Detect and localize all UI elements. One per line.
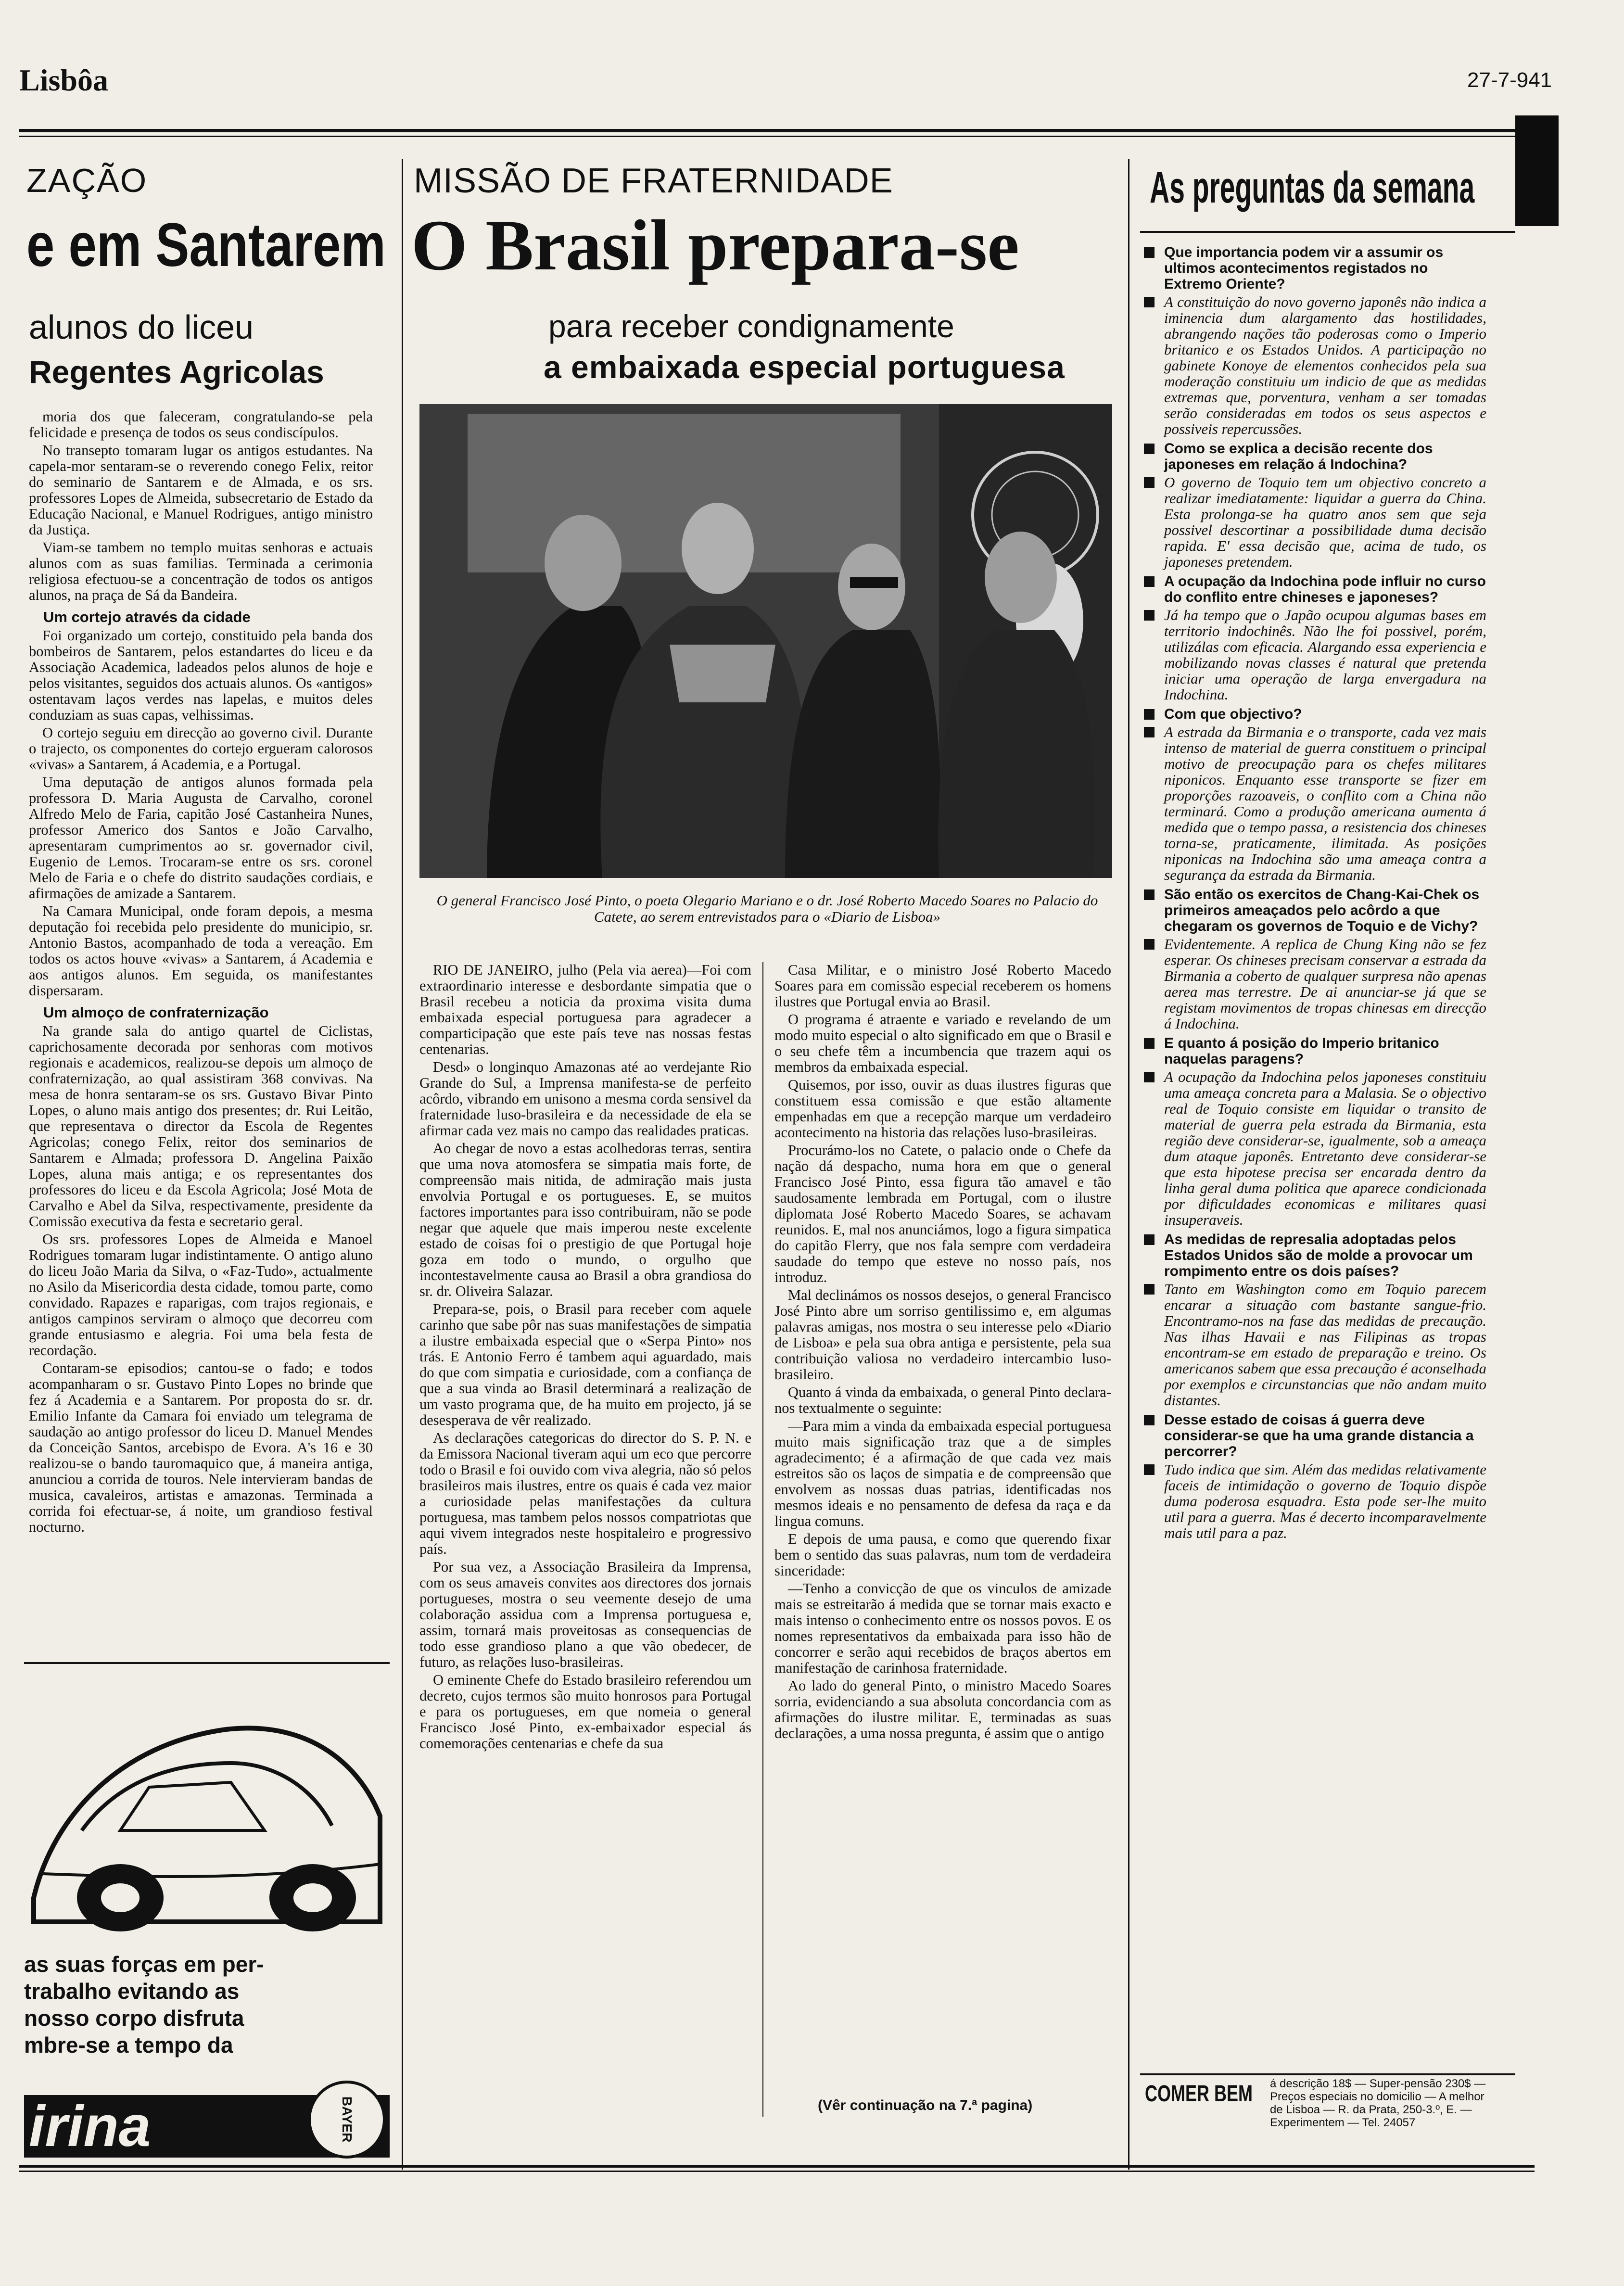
question: As medidas de represalia adoptadas pelos Estados Unidos são de molde a provocar um rompimento entre os dois países? [1140,1232,1486,1279]
bayer-logo-text: BAYER [340,2096,355,2143]
answer: A estrada da Birmania e o transporte, cada vez mais intenso de material de guerra constituem o principal motivo de preocupação para os chefes militares niponicos. Enquanto esse transporte se fizer em proporções razoaveis, o conflito com a China não terminará. Como a produção americana aumenta á medida que o tempo passa, a resistencia dos chineses torna-se, praticamente, ilimitada. As posições niponicas na Indochina são uma ameaça contra a segurança da estrada da Birmania. [1140,724,1486,883]
question: Desse estado de coisas á guerra deve considerar-se que ha uma grande distancia a percorrer? [1140,1412,1486,1460]
left-paragraph: Foi organizado um cortejo, constituido pela banda dos bombeiros de Santarem, pelos estandartes do liceu e da Associação Academica, ladeados pelos alunos de hoje e pelos visitantes, seguidos dos actuais alunos. Os «antigos» ostentavam laços verdes nas lapelas, e muitos deles conduziam as suas capas, velhissimas. [29,627,373,723]
left-paragraph: No transepto tomaram lugar os antigos estudantes. Na capela-mor sentaram-se o reverendo conego Felix, reitor do seminario de Santarem e de Almada, e os srs. professores Lopes de Almeida, subsecretario de Estado da Educação Nacional, e Manuel Rodrigues, antigo ministro da Justiça. [29,442,373,538]
article-paragraph: Por sua vez, a Associação Brasileira da Imprensa, com os seus amaveis convites aos directores dos jornais portugueses, mostra o seu veemente desejo de uma colaboração assidua com a Imprensa portuguesa e, assim, tornará mais proveitosas as consequencias de todo esse grandioso plano a que vão obedecer, de futuro, as relações luso-brasileiras. [419,1559,751,1670]
top-rule [19,129,1535,132]
photo-illustration [419,404,1112,878]
ad-line: trabalho evitando as [24,1979,240,2004]
center-kicker: MISSÃO DE FRATERNIDADE [414,162,893,200]
ad-line: nosso corpo disfruta [24,2006,244,2031]
left-paragraph: Na grande sala do antigo quartel de Ciclistas, caprichosamente decorada por senhoras com motivos regionais e academicos, realizou-se depois um almoço de confraternização, ao qual assistiram 368 convivas. Na mesa de honra sentaram-se os srs. Gustavo Bivar Pinto Lopes, o aluno mais antigo dos presentes; dr. Rui Leitão, que representava o director da Escola de Regentes Agricolas; conego Felix, reitor dos seminarios de Santarem e Almada; professora D. Angelina Paixão Lopes, aluna mais antiga; e os representantes dos professores do liceu e da Escola Agricola; José Mota de Carvalho e Abel da Silva, respectivamente, presidente da Comissão executiva da festa e secretario geral. [29,1023,373,1230]
article-paragraph: Casa Militar, e o ministro José Roberto Macedo Soares para em comissão especial receberem os homens ilustres que Portugal envia ao Brasil. [774,962,1111,1010]
page-edge-mark [1515,115,1559,226]
left-paragraph: Contaram-se episodios; cantou-se o fado; e todos acompanharam o sr. Gustavo Pinto Lopes no brinde que fez á Academia e a Santarem. Por proposta do sr. dr. Emilio Infante da Camara foi enviado um telegrama de saudação ao antigo professor do liceu D. Manuel Mendes da Conceição Santos, arcebispo de Evora. A's 16 e 30 realizou-se o bando tauromaquico que, á maneira antiga, anunciou a corrida de touros. Nele intervieram bandas de musica, cavaleiros, artistas e amazonas. Terminada a corrida foi efectuar-se, á noite, um grandioso festival nocturno. [29,1360,373,1535]
left-paragraph: Viam-se tambem no templo muitas senhoras e actuais alunos com as suas familias. Terminada a cerimonia religiosa efectuou-se a concentração de todos os antigos alunos, na praça de Sá da Bandeira. [29,539,373,603]
left-paragraph: moria dos que faleceram, congratulando-se pela felicidade e presença de todos os seus condiscípulos. [29,408,373,441]
answer: A ocupação da Indochina pelos japoneses constituiu uma ameaça concreta para a Malasia. Se o objectivo real de Toquio consiste em liquidar o transito de material de guerra pela estrada da Birmania, esta região deve considerar-se, igualmente, sob a ameaça dum ataque japonês. Entretanto deve considerar-se que esta hipotese precisa ser encarada dentro da linha geral duma politica que aparece condicionada por dificuldades economicas e militares quasi insuperaveis. [1140,1069,1486,1228]
article-paragraph: Prepara-se, pois, o Brasil para receber com aquele carinho que sabe pôr nas suas manifestações de simpatia a ilustre embaixada especial que o «Serpa Pinto» nos trás. E Antonio Ferro é tambem aqui aguardado, mais do que com simpatia e curiosidade, com a confiança de que a sua vinda ao Brasil determinará a realização de um vasto programa que, de ha muito em projecto, já se desesperava de vêr realizado. [419,1301,751,1428]
left-paragraph: Uma deputação de antigos alunos formada pela professora D. Maria Augusta de Carvalho, coronel Alfredo Melo de Faria, capitão José Castanheira Nunes, professor Americo dos Santos e João Carvalho, apresentaram cumprimentos ao sr. governador civil, Eugenio de Lemos. Trocaram-se entre os srs. coronel Melo de Faria e o chefe do distrito saudações cordiais, e afirmações de amizade a Santarem. [29,774,373,902]
article-paragraph: Quanto á vinda da embaixada, o general Pinto declara-nos textualmente o seguinte: [774,1384,1111,1416]
news-photo [419,404,1112,878]
center-article-col2 [774,962,1111,1743]
left-headline: e em Santarem [26,211,386,279]
issue-date: 27-7-941 [1467,68,1552,92]
ad-line: as suas forças em per- [24,1952,264,1977]
article-paragraph: Procurámo-los no Catete, o palacio onde o Chefe da nação dá despacho, numa hora em que o general Francisco José Pinto, essa figura tão amavel e tão saudosamente lembrada em Portugal, com o ilustre diplomata José Roberto Macedo Soares, se achavam reunidos. E, mal nos anunciámos, logo a figura simpatica do capitão Flerry, que nos fala sempre com verdadeira saudade do tempo que esteve no nosso país, nos introduz. [774,1142,1111,1285]
questions-of-the-week [1140,241,1486,1544]
question: Como se explica a decisão recente dos japoneses em relação á Indochina? [1140,441,1486,472]
article-paragraph: RIO DE JANEIRO, julho (Pela via aerea)—Foi com extraordinario interesse e desbordante simpatia que o Brasil recebeu a noticia da proxima visita duma embaixada especial portuguesa para agradecer a comparticipação que este país teve nas nossas festas centenarias. [419,962,751,1057]
left-paragraph: O cortejo seguiu em direcção ao governo civil. Durante o trajecto, os componentes do cortejo ergueram calorosos «vivas» a Santarem, á Academia, e a Portugal. [29,724,373,773]
cafiaspirina-ad [24,1672,390,2225]
left-subhead: alunos do liceu [29,308,254,346]
article-paragraph: Ao lado do general Pinto, o ministro Macedo Soares sorria, evidenciando a sua absoluta concordancia com as afirmações do ilustre militar. E, terminadas as suas declarações, a uma nossa pregunta, é assim que o antigo [774,1677,1111,1741]
article-paragraph: E depois de uma pausa, e como que querendo fixar bem o sentido das suas palavras, num tom de verdadeira sinceridade: [774,1531,1111,1579]
article-paragraph: —Para mim a vinda da embaixada especial portuguesa muito mais significação traz que a de simples agradecimento; é a afirmação de que cada vez mais estreitos são os laços de simpatia e de compreensão que envolvem as nossas duas patrias, identificadas nos mesmos ideais e no pensamento de defesa da raça e da lingua comuns. [774,1418,1111,1529]
left-article [29,409,373,1537]
bottom-rule-thin [19,2171,1535,2172]
column-divider [1128,159,1129,2170]
answer: Evidentemente. A replica de Chung King não se fez esperar. Os chineses precisam conservar a estrada da Birmania a coberto de qualquer surpresa não apenas aerea mas terrestre. De ai anunciar-se já que se registam movimentos de tropas chinesas em direcção á Indochina. [1140,936,1486,1031]
article-paragraph: Desd» o longinquo Amazonas até ao verdejante Rio Grande do Sul, a Imprensa manifesta-se de perfeito acôrdo, vibrando em unisono a mesma corda sensivel da fraternidade luso-brasileira e da necessidade de ela se afirmar cada vez mais no campo das realidades praticas. [419,1059,751,1139]
photo-caption: O general Francisco José Pinto, o poeta Olegario Mariano e o dr. José Roberto Macedo Soares no Palacio do Catete, ao serem entrevistados para o «Diario de Lisboa» [436,892,1098,925]
comer-bem-brand: COMER BEM [1145,2081,1253,2107]
article-paragraph: O eminente Chefe do Estado brasileiro referendou um decreto, cujos termos são muito honrosos para Portugal e para os portugueses, em que nomeia o general Francisco José Pinto, ex-embaixador especial ás comemorações centenarias e chefe da sua [419,1672,751,1752]
article-paragraph: As declarações categoricas do director do S. P. N. e da Emissora Nacional tiveram aqui um eco que percorre todo o Brasil e foi ouvido com viva alegria, não só pelos brasileiros mais ilustres, entre os quais é cada vez maior a curiosidade pelas manifestações da cultura portuguesa, mas tambem pelos nossos compatriotas que aqui vivem integrados neste hospitaleiro e progressivo país. [419,1430,751,1557]
left-section-heading: Um cortejo através da cidade [43,609,251,625]
article-paragraph: Mal declinámos os nossos desejos, o general Francisco José Pinto abre um sorriso gentilissimo e, em algumas palavras amigas, nos mostra o seu interesse pelo «Diario de Lisboa» e pela sua obra antiga e persistente, pela sua contribuição valiosa no verdadeiro intercambio luso-brasileiro. [774,1287,1111,1383]
left-ad-rule [24,1662,390,1664]
top-rule-thin [19,136,1535,137]
question: Com que objectivo? [1140,706,1486,722]
question: Que importancia podem vir a assumir os ultimos acontecimentos registados no Extremo Oriente? [1140,244,1486,292]
ad-line: mbre-se a tempo da [24,2032,233,2057]
bayer-logo-icon [308,2081,386,2159]
bottom-rule [19,2165,1535,2168]
left-section-heading: Um almoço de confraternização [43,1004,269,1021]
center-article-col1 [419,962,751,1753]
answer: O governo de Toquio tem um objectivo concreto a realizar imediatamente: liquidar a guerra da China. Esta prolonga-se ha quatro anos sem que seja possivel descortinar a possibilidade duma decisão rapida. E' essa decisão que, acima de tudo, os japoneses pretendem. [1140,474,1486,570]
answer: Tanto em Washington como em Toquio parecem encarar a situação com bastante sangue-frio. Encontramo-nos na fase das medidas de precaução. Nas ilhas Havaii e nas Filipinas as tropas encontram-se em estado de preparação e treino. Os americanos sabem que essa precaução é aconselhada por exemplos e circunstancias que não andam muito distantes. [1140,1281,1486,1408]
continuation-note: (Vêr continuação na 7.ª pagina) [818,2097,1033,2113]
question: São então os exercitos de Chang-Kai-Chek os primeiros ameaçados pelo acôrdo a que chegaram os governos de Toquio e de Vichy? [1140,887,1486,934]
left-paragraph: Os srs. professores Lopes de Almeida e Manoel Rodrigues tomaram lugar indistintamente. O antigo aluno do liceu João Maria da Silva, o «Faz-Tudo», actualmente no Asilo da Misericordia desta cidade, tomou parte, como convidado. Rapazes e raparigas, com trajos regionais, e antigos campinos serviram o almoço que decorreu com grande entusiasmo e alegria. Foi uma bela festa de recordação. [29,1231,373,1359]
ad-brand: irina [29,2094,151,2159]
question: A ocupação da Indochina pode influir no curso do conflito entre chineses e japoneses? [1140,573,1486,605]
right-headline-rule [1140,231,1515,233]
article-column-divider [762,962,763,2117]
answer: A constituição do novo governo japonês não indica a iminencia dum alargamento das hostilidades, abrangendo nações tão poderosas como o Imperio britanico e os Estados Unidos. A participação no gabinete Konoye de elementos conhecidos pela sua moderação constituiu um indicio de que as medidas extremas que, porventura, venham a ser tomadas serão consideradas em todos os seus aspectos e possiveis repercussões. [1140,294,1486,437]
article-paragraph: —Tenho a convicção de que os vinculos de amizade mais se estreitarão á medida que se tornar mais exacto e mais intenso o conhecimento entre os nossos povos. E os nomes representativos da embaixada para isso hão de concorrer e serão aqui recebidos de braços abertos em manifestação de carinhosa fraternidade. [774,1580,1111,1676]
answer: Já ha tempo que o Japão ocupou algumas bases em territorio indochinês. Não lhe foi possivel, porém, utilizálas com eficacia. Alargando essa experiencia e mobilizando novas classes é natural que pretenda iniciar uma operação de larga envergadura na Indochina. [1140,607,1486,702]
left-subhead-2: Regentes Agricolas [29,354,324,390]
answer: Tudo indica que sim. Além das medidas relativamente faceis de intimidação o governo de Toquio dispõe duma poderosa esquadra. Esta pode ser-lhe muito util para a guerra. Mas é decerto incomparavelmente mais util para a paz. [1140,1461,1486,1541]
masthead-title: Lisbôa [19,63,108,97]
left-kicker: ZAÇÃO [26,162,148,199]
car-illustration [24,1672,390,1941]
comer-bem-text: á descrição 18$ — Super-pensão 230$ — Preços especiais no domicilio — A melhor de Lisboa — R. da Prata, 250-3.º, E. — Experimentem — Tel. 24057 [1270,2077,1486,2129]
center-headline: O Brasil prepara-se [411,205,1019,285]
right-headline: As preguntas da semana [1150,163,1475,212]
left-paragraph: Na Camara Municipal, onde foram depois, a mesma deputação foi recebida pelo presidente do municipio, sr. Antonio Bastos, acompanhado de toda a vereação. Em todos os actos houve «vivas» a Santarem, á Academia e aos antigos alunos. Em seguida, os manifestantes dispersaram. [29,903,373,999]
column-divider [402,159,403,2170]
center-deck-bold: a embaixada especial portuguesa [544,349,1065,385]
center-deck: para receber condignamente [548,308,954,344]
article-paragraph: Quisemos, por isso, ouvir as duas ilustres figuras que constituem essa comissão e que estão altamente empenhadas em que a recepção marque um verdadeiro acontecimento na historia das relações luso-brasileiras. [774,1077,1111,1141]
article-paragraph: O programa é atraente e variado e revelando de um modo muito especial o alto significado em que o Brasil e o seu chefe têm a incumbencia que trazem aqui os membros da embaixada especial. [774,1011,1111,1075]
article-paragraph: Ao chegar de novo a estas acolhedoras terras, sentira que uma nova atomosfera se simpatia mais forte, de compreensão mais nitida, de admiração mais justa envolvia Portugal e os portugueses. E, se muitos factores importantes para isso contribuiram, não se pode negar que aquele que mais imperou neste excelente estado de coisas foi o prestigio de que Portugal hoje goza em todo o mundo, o orgulho que incontestavelmente causa ao Brasil a obra grandiosa do sr. dr. Oliveira Salazar. [419,1140,751,1299]
right-ad-rule [1140,2073,1515,2075]
question: E quanto á posição do Imperio britanico naquelas paragens? [1140,1035,1486,1067]
